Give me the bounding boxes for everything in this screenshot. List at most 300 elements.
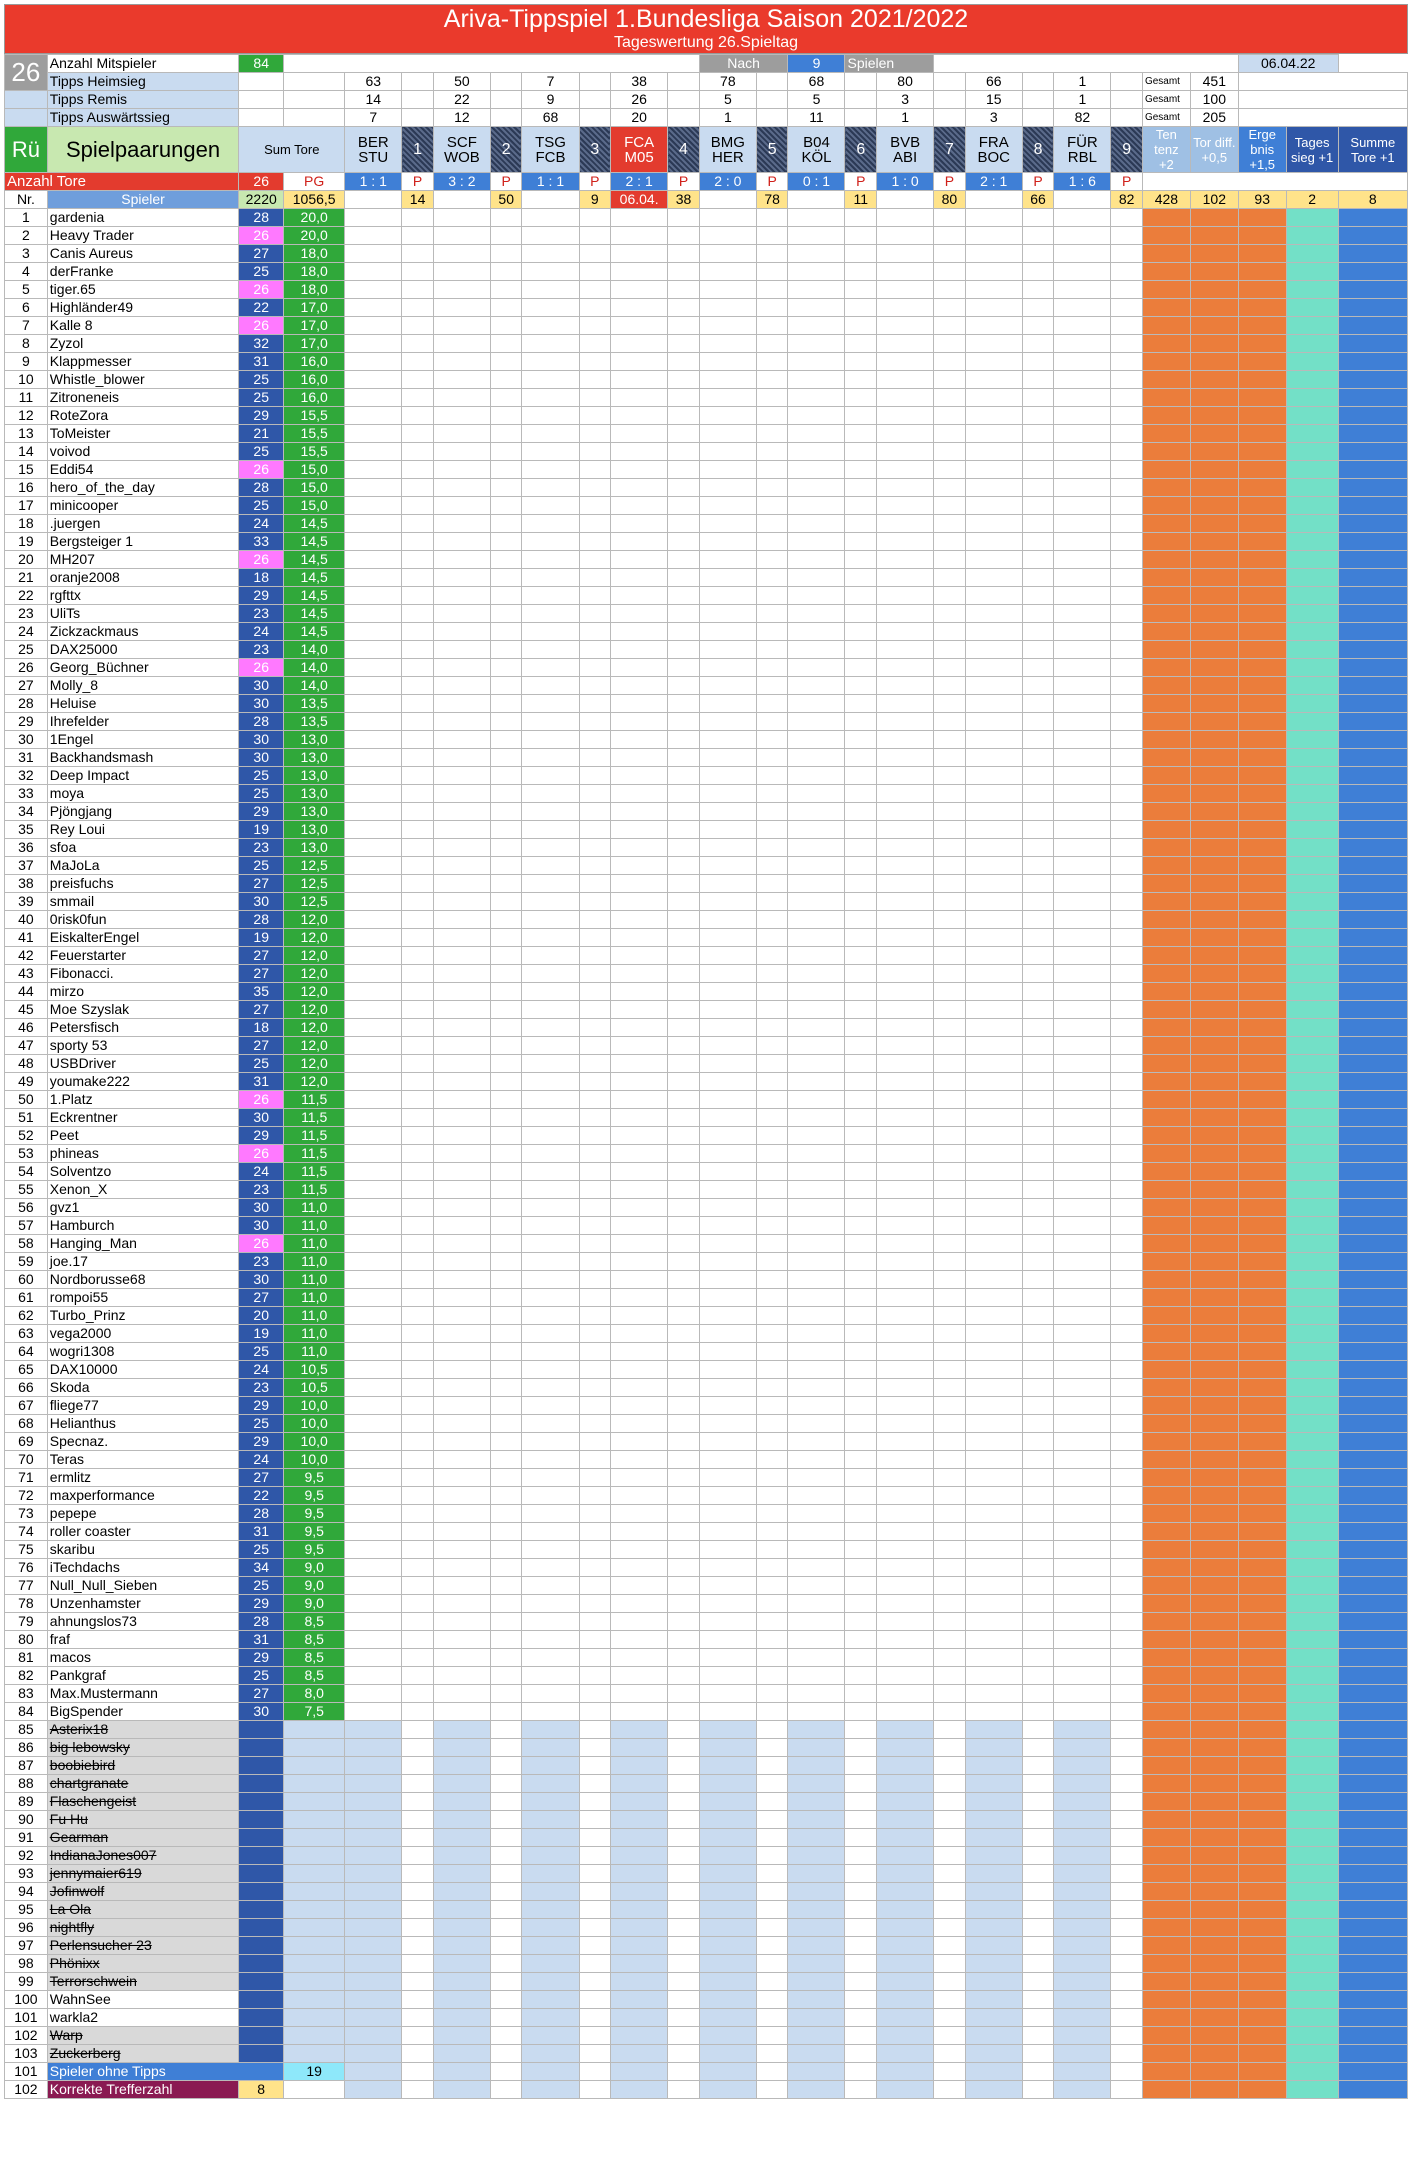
p-cell: [756, 641, 788, 659]
player-points: 11,0: [284, 1235, 345, 1253]
tip-cell: [345, 1685, 402, 1703]
tor-cell: [1190, 209, 1238, 227]
p-cell: [934, 497, 966, 515]
tip-cell: [490, 1847, 522, 1865]
ten-cell: [1142, 1847, 1190, 1865]
tip-cell: [788, 1361, 845, 1379]
player-sum: 26: [239, 551, 284, 569]
p-cell: [1111, 1127, 1143, 1145]
player-points: 9,0: [284, 1577, 345, 1595]
player-nr: 20: [5, 551, 48, 569]
tip-cell: [345, 443, 402, 461]
p-cell: [845, 1271, 877, 1289]
p-cell: [490, 875, 522, 893]
p-cell: [1111, 1703, 1143, 1721]
tor-cell: [1190, 317, 1238, 335]
p-cell: [579, 1559, 611, 1577]
tip-cell: [1054, 2081, 1111, 2099]
player-nr: 70: [5, 1451, 48, 1469]
p-cell: [579, 1379, 611, 1397]
p-cell: [490, 1325, 522, 1343]
inactive-player-name: nightfly: [47, 1919, 239, 1937]
tip-cell: [965, 1181, 1022, 1199]
p-cell: [756, 1127, 788, 1145]
tip-cell: [965, 857, 1022, 875]
tip-cell: [1054, 1613, 1111, 1631]
tip-cell: [345, 389, 402, 407]
p-cell: [934, 659, 966, 677]
p-cell: [845, 695, 877, 713]
tip-cell: [1054, 875, 1111, 893]
sumt-cell: [1338, 1073, 1407, 1091]
erg-cell: [1238, 407, 1286, 425]
tip-cell: [1054, 1595, 1111, 1613]
p-cell: [845, 623, 877, 641]
tip-cell: [345, 2081, 402, 2099]
sumt-cell: [1338, 1091, 1407, 1109]
p-cell: [402, 929, 434, 947]
tip-cell: [877, 1577, 934, 1595]
sumt-cell: [1338, 551, 1407, 569]
p-cell: [490, 1199, 522, 1217]
p-label: P: [579, 173, 611, 191]
tip-cell: [522, 569, 579, 587]
p-cell: [845, 1235, 877, 1253]
tag-cell: [1286, 551, 1338, 569]
p-cell: [490, 767, 522, 785]
player-sum: 24: [239, 515, 284, 533]
p-cell: [668, 1325, 700, 1343]
tip-cell: [490, 2081, 522, 2099]
tip-cell: [611, 1505, 668, 1523]
tip-cell: [699, 965, 756, 983]
player-nr: 1: [5, 209, 48, 227]
p-cell: [756, 605, 788, 623]
ten-cell: [1142, 1325, 1190, 1343]
tip-cell: [1054, 1019, 1111, 1037]
tip-cell: [699, 1757, 756, 1775]
p-cell: [579, 263, 611, 281]
player-nr: 72: [5, 1487, 48, 1505]
player-nr: 66: [5, 1379, 48, 1397]
p-cell: [845, 713, 877, 731]
tip-cell: [934, 1883, 966, 1901]
tip-cell: [699, 461, 756, 479]
tip-cell: [1054, 461, 1111, 479]
tip-cell: [877, 1073, 934, 1091]
p-cell: [845, 1703, 877, 1721]
p-cell: [845, 749, 877, 767]
p-cell: [756, 227, 788, 245]
info-heim-value: 38: [611, 73, 668, 91]
tip-cell: [788, 1433, 845, 1451]
ten-cell: [1142, 1145, 1190, 1163]
tip-cell: [522, 2045, 579, 2063]
tip-cell: [877, 1487, 934, 1505]
p-cell: [934, 1253, 966, 1271]
player-nr: 100: [5, 1991, 48, 2009]
p-cell: [845, 1019, 877, 1037]
player-sum: [239, 1811, 284, 1829]
player-name: Backhandsmash: [47, 749, 239, 767]
sumt-cell: [1338, 317, 1407, 335]
tip-cell: [877, 875, 934, 893]
gesamt-remis: 100: [1190, 91, 1238, 109]
ten-cell: [1142, 839, 1190, 857]
tip-cell: [522, 443, 579, 461]
tip-cell: [522, 929, 579, 947]
tip-cell: [611, 1415, 668, 1433]
tip-cell: [965, 425, 1022, 443]
ten-cell: [1142, 371, 1190, 389]
tip-cell: [433, 1865, 490, 1883]
p-cell: [1111, 1271, 1143, 1289]
p-cell: [1111, 299, 1143, 317]
p-cell: [402, 605, 434, 623]
tip-cell: [611, 911, 668, 929]
tip-cell: [1054, 1289, 1111, 1307]
player-points: 10,5: [284, 1361, 345, 1379]
erg-cell: [1238, 1487, 1286, 1505]
player-nr: 78: [5, 1595, 48, 1613]
p-cell: [845, 1415, 877, 1433]
player-name: Unzenhamster: [47, 1595, 239, 1613]
ten-cell: [1142, 1289, 1190, 1307]
player-name: derFranke: [47, 263, 239, 281]
p-cell: [579, 821, 611, 839]
tip-cell: [965, 335, 1022, 353]
tip-cell: [522, 1127, 579, 1145]
total-sumt: 8: [1338, 191, 1407, 209]
tip-cell: [433, 317, 490, 335]
player-nr: 65: [5, 1361, 48, 1379]
player-name: rompoi55: [47, 1289, 239, 1307]
tip-cell: [788, 1379, 845, 1397]
p-cell: [1111, 209, 1143, 227]
player-points: 8,5: [284, 1631, 345, 1649]
player-name: rgfttx: [47, 587, 239, 605]
tip-cell: [433, 1469, 490, 1487]
p-cell: [402, 1685, 434, 1703]
tag-cell: [1286, 1955, 1338, 1973]
p-cell: [756, 551, 788, 569]
p-cell: [490, 317, 522, 335]
p-cell: [845, 1577, 877, 1595]
p-cell: [579, 713, 611, 731]
p-cell: [934, 1415, 966, 1433]
p-cell: [668, 443, 700, 461]
tip-cell: [788, 587, 845, 605]
p-cell: [1022, 1037, 1054, 1055]
tip-cell: [788, 1883, 845, 1901]
tag-cell: [1286, 767, 1338, 785]
inactive-player-name: Flaschengeist: [47, 1793, 239, 1811]
p-cell: [756, 533, 788, 551]
tip-cell: [788, 1793, 845, 1811]
p-cell: [1022, 461, 1054, 479]
p-cell: [402, 1109, 434, 1127]
erg-cell: [1238, 1145, 1286, 1163]
p-cell: [1022, 1019, 1054, 1037]
p-cell: [579, 1703, 611, 1721]
erg-cell: [1238, 1379, 1286, 1397]
tip-cell: [490, 2063, 522, 2081]
player-sum: [239, 2045, 284, 2063]
p-cell: [934, 1523, 966, 1541]
p-cell: [490, 1019, 522, 1037]
tip-cell: [522, 695, 579, 713]
tip-cell: [877, 1037, 934, 1055]
tip-cell: [965, 1397, 1022, 1415]
tor-cell: [1190, 1019, 1238, 1037]
p-cell: [490, 461, 522, 479]
tor-cell: [1190, 1361, 1238, 1379]
tip-cell: [965, 209, 1022, 227]
tip-cell: [433, 1793, 490, 1811]
p-cell: [756, 263, 788, 281]
player-points: 11,5: [284, 1181, 345, 1199]
spacer: [239, 109, 284, 127]
p-cell: [1111, 407, 1143, 425]
player-points: 15,0: [284, 461, 345, 479]
spacer: [845, 91, 877, 109]
erg-cell: [1238, 2009, 1286, 2027]
tor-cell: [1190, 479, 1238, 497]
p-cell: [934, 245, 966, 263]
tip-cell: [433, 1757, 490, 1775]
p-cell: [490, 893, 522, 911]
spielen-label: Spielen: [845, 55, 934, 73]
p-cell: [1022, 1271, 1054, 1289]
tip-cell: [668, 2009, 700, 2027]
p-cell: [579, 389, 611, 407]
tip-cell: [934, 1811, 966, 1829]
tip-cell: [345, 551, 402, 569]
p-cell: [668, 1451, 700, 1469]
player-nr: 98: [5, 1955, 48, 1973]
p-cell: [756, 1253, 788, 1271]
p-cell: [1022, 1415, 1054, 1433]
p-cell: [402, 245, 434, 263]
p-cell: [402, 659, 434, 677]
tor-cell: [1190, 2045, 1238, 2063]
p-cell: [756, 1289, 788, 1307]
p-cell: [1111, 749, 1143, 767]
erg-cell: [1238, 1469, 1286, 1487]
p-cell: [579, 1091, 611, 1109]
tip-cell: [1054, 1973, 1111, 1991]
p-cell: [579, 281, 611, 299]
tip-cell: [522, 515, 579, 533]
tip-cell: [877, 1829, 934, 1847]
tip-cell: [522, 245, 579, 263]
tip-cell: [877, 911, 934, 929]
tip-cell: [756, 2063, 788, 2081]
tip-cell: [788, 1001, 845, 1019]
tip-cell: [522, 1253, 579, 1271]
tip-cell: [699, 1811, 756, 1829]
tip-cell: [522, 1379, 579, 1397]
info-remis-value: 3: [877, 91, 934, 109]
p-cell: [402, 551, 434, 569]
erg-cell: [1238, 1091, 1286, 1109]
tor-cell: [1190, 659, 1238, 677]
p-cell: [402, 335, 434, 353]
ten-cell: [1142, 317, 1190, 335]
erg-cell: [1238, 1415, 1286, 1433]
p-cell: [756, 929, 788, 947]
p-cell: [668, 965, 700, 983]
tip-cell: [1054, 497, 1111, 515]
sumt-cell: [1338, 281, 1407, 299]
player-points: 13,0: [284, 803, 345, 821]
p-cell: [579, 1145, 611, 1163]
p-cell: [579, 1541, 611, 1559]
p-cell: [1022, 911, 1054, 929]
tip-cell: [433, 857, 490, 875]
ten-cell: [1142, 1109, 1190, 1127]
tip-cell: [965, 407, 1022, 425]
tip-cell: [788, 677, 845, 695]
tip-cell: [965, 965, 1022, 983]
p-label: P: [845, 173, 877, 191]
p-cell: [756, 677, 788, 695]
ten-cell: [1142, 1469, 1190, 1487]
tip-cell: [611, 1919, 668, 1937]
player-points: 12,0: [284, 965, 345, 983]
tip-cell: [845, 1883, 877, 1901]
p-cell: [1111, 1109, 1143, 1127]
erg-cell: [1238, 1307, 1286, 1325]
player-name: preisfuchs: [47, 875, 239, 893]
tag-cell: [1286, 263, 1338, 281]
tip-cell: [788, 209, 845, 227]
p-cell: [1111, 659, 1143, 677]
sumt-cell: [1338, 587, 1407, 605]
p-label: P: [934, 173, 966, 191]
tip-cell: [1054, 425, 1111, 443]
tip-cell: [611, 281, 668, 299]
p-cell: [579, 1505, 611, 1523]
player-nr: 5: [5, 281, 48, 299]
tip-cell: [611, 1163, 668, 1181]
player-points: 12,0: [284, 1055, 345, 1073]
erg-cell: [1238, 1433, 1286, 1451]
p-cell: [668, 1001, 700, 1019]
info-aus-value: 68: [522, 109, 579, 127]
sumt-cell: [1338, 1703, 1407, 1721]
tip-cell: [845, 2027, 877, 2045]
game-header: FCA M05: [611, 127, 668, 173]
player-points: 9,5: [284, 1469, 345, 1487]
tip-cell: [1054, 965, 1111, 983]
tor-cell: [1190, 1721, 1238, 1739]
p-cell: [934, 1379, 966, 1397]
tip-cell: [579, 1847, 611, 1865]
player-points: 13,5: [284, 695, 345, 713]
tip-cell: [1054, 839, 1111, 857]
player-points: 14,5: [284, 623, 345, 641]
p-cell: [402, 803, 434, 821]
tip-cell: [345, 1145, 402, 1163]
p-cell: [490, 245, 522, 263]
p-cell: [934, 623, 966, 641]
tip-cell: [345, 407, 402, 425]
sumt-cell: [1338, 515, 1407, 533]
tip-cell: [522, 1235, 579, 1253]
sumt-cell: [1338, 263, 1407, 281]
p-cell: [845, 569, 877, 587]
spacer: [1238, 73, 1407, 91]
tip-cell: [1022, 1937, 1054, 1955]
player-points: 12,0: [284, 911, 345, 929]
p-cell: [668, 911, 700, 929]
player-sum: 30: [239, 1109, 284, 1127]
tip-cell: [611, 1721, 668, 1739]
p-cell: [756, 281, 788, 299]
p-cell: [402, 677, 434, 695]
tip-cell: [699, 245, 756, 263]
tip-cell: [1054, 1667, 1111, 1685]
tip-cell: [699, 713, 756, 731]
p-cell: [756, 1163, 788, 1181]
tip-cell: [522, 1577, 579, 1595]
ten-cell: [1142, 947, 1190, 965]
p-cell: [668, 335, 700, 353]
sumt-cell: [1338, 2045, 1407, 2063]
tip-cell: [699, 1253, 756, 1271]
p-cell: [668, 893, 700, 911]
inactive-player-name: Zuckerberg: [47, 2045, 239, 2063]
tip-cell: [345, 371, 402, 389]
player-nr: 28: [5, 695, 48, 713]
erg-cell: [1238, 1397, 1286, 1415]
player-sum: 25: [239, 1055, 284, 1073]
tip-cell: [699, 1919, 756, 1937]
p-cell: [756, 1343, 788, 1361]
p-cell: [668, 749, 700, 767]
tip-cell: [965, 1865, 1022, 1883]
tip-cell: [1054, 335, 1111, 353]
tip-cell: [402, 1973, 434, 1991]
player-sum: [239, 1883, 284, 1901]
erg-cell: [1238, 299, 1286, 317]
erg-cell: [1238, 1649, 1286, 1667]
erg-cell: [1238, 1109, 1286, 1127]
p-cell: [579, 245, 611, 263]
tip-cell: [522, 1739, 579, 1757]
p-cell: [845, 353, 877, 371]
tip-cell: [877, 1595, 934, 1613]
ten-cell: [1142, 1019, 1190, 1037]
sumt-cell: [1338, 1937, 1407, 1955]
player-points: 9,0: [284, 1559, 345, 1577]
ten-cell: [1142, 461, 1190, 479]
player-points: 14,5: [284, 551, 345, 569]
tip-cell: [668, 2063, 700, 2081]
pts-cell: [877, 191, 934, 209]
p-cell: [845, 479, 877, 497]
tip-cell: [788, 1955, 845, 1973]
p-cell: [668, 1397, 700, 1415]
p-cell: [402, 317, 434, 335]
p-cell: [402, 1055, 434, 1073]
player-sum: 28: [239, 911, 284, 929]
sumt-cell: [1338, 1001, 1407, 1019]
tip-cell: [611, 371, 668, 389]
tip-cell: [788, 1631, 845, 1649]
player-sum: 27: [239, 965, 284, 983]
